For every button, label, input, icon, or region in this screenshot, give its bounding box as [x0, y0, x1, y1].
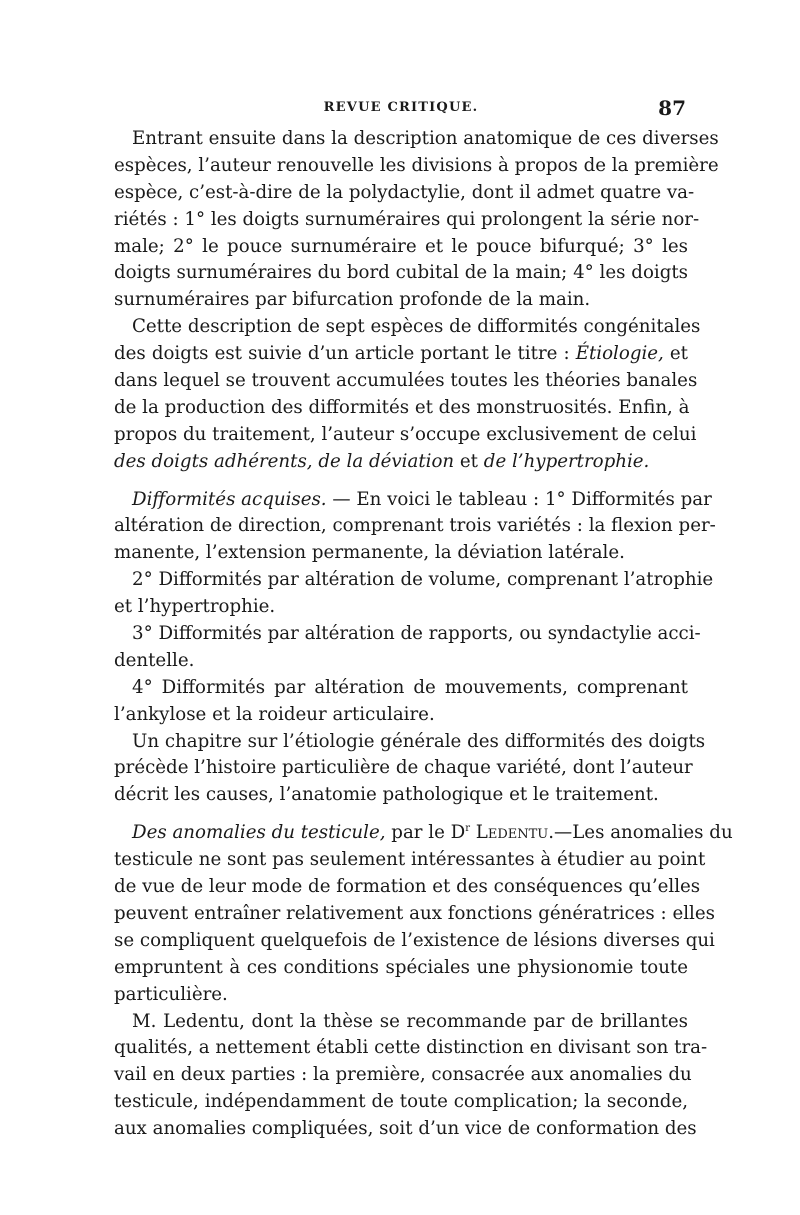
text-line: qualités, a nettement établi cette distinction en divisant son tra- [114, 1037, 708, 1059]
section-gap [114, 809, 688, 820]
paragraph [114, 1009, 708, 1143]
text-line: dentelle. [114, 649, 195, 671]
text-span: et [669, 343, 688, 365]
text-line: espèces, l’auteur renouvelle les divisions à propos de la première [114, 154, 719, 176]
text-line: doigts surnuméraires du bord cubital de la main; 4° les doigts [114, 262, 688, 284]
text-line: aux anomalies compliquées, soit d’un vice de conformation des [114, 1118, 697, 1140]
text-line [114, 820, 733, 847]
text-line: précède l’histoire particulière de chaque variété, dont l’auteur [114, 757, 693, 779]
section-heading: Des anomalies du testicule, [132, 822, 386, 844]
author-name: Ledentu [475, 822, 549, 844]
text-line: vail en deux parties : la première, consacrée aux anomalies du [114, 1064, 692, 1086]
text-line: l’ankylose et la roideur articulaire. [114, 703, 435, 725]
text-line: testicule, indépendamment de toute complication; la seconde, [114, 1091, 688, 1113]
paragraph [114, 820, 733, 1008]
text-line [114, 341, 688, 368]
text-line: M. Ledentu, dont la thèse se recommande par de brillantes [132, 1010, 688, 1032]
italic-title: Étiologie, [575, 343, 664, 365]
text-line: riétés : 1° les doigts surnuméraires qui prolongent la série nor- [114, 208, 700, 230]
italic-text: de la déviation [318, 450, 455, 472]
text-line: 2° Difformités par altération de volume, comprenant l’atrophie [132, 569, 714, 591]
text-line: Un chapitre sur l’étiologie générale des difformités des doigts [132, 730, 706, 752]
text-line [114, 449, 688, 476]
paragraph [114, 314, 701, 475]
text-line: 4° Difformités par altération de mouvements, comprenant [132, 676, 688, 698]
paragraph [114, 729, 706, 810]
text-line: testicule ne sont pas seulement intéressantes à étudier au point [114, 849, 706, 871]
text-line [114, 487, 712, 514]
text-span: .—Les anomalies du [548, 822, 733, 844]
text-line: altération de direction, comprenant trois variétés : la flexion per- [114, 515, 716, 537]
text-line: particulière. [114, 983, 228, 1005]
text-line: espèce, c’est-à-dire de la polydactylie, dont il admet quatre va- [114, 181, 695, 203]
text-line: surnuméraires par bifurcation profonde de la main. [114, 289, 591, 311]
text-line: empruntent à ces conditions spéciales une physionomie toute [114, 956, 688, 978]
running-title: REVUE CRITIQUE. [323, 100, 479, 115]
text-line: de vue de leur mode de formation et des conséquences qu’elles [114, 876, 701, 898]
paragraph [114, 567, 714, 621]
running-head [114, 96, 688, 126]
section-gap [114, 476, 688, 487]
paragraph [114, 621, 701, 675]
text-line: propos du traitement, l’auteur s’occupe exclusivement de celui [114, 423, 697, 445]
paragraph [114, 487, 716, 568]
text-line: se compliquent quelquefois de l’existence de lésions diverses qui [114, 929, 715, 951]
text-line: Entrant ensuite dans la description anatomique de ces diverses [132, 128, 719, 149]
text-line: manente, l’extension permanente, la déviation latérale. [114, 542, 625, 564]
text-line: dans lequel se trouvent accumulées toutes les théories banales [114, 370, 698, 392]
text-line: décrit les causes, l’anatomie pathologique et le traitement. [114, 784, 659, 806]
paragraph [114, 675, 688, 729]
text-line: peuvent entraîner relativement aux fonctions génératrices : elles [114, 902, 715, 924]
text-span: — En voici le tableau : 1° Difformités par [332, 488, 712, 510]
text-line: de la production des difformités et des monstruosités. Enfin, à [114, 396, 690, 418]
page-body [114, 126, 733, 1143]
italic-text: des doigts adhérents, [114, 450, 313, 472]
text-line: et l’hypertrophie. [114, 596, 276, 618]
text-line: 3° Difformités par altération de rapports, ou syndactylie acci- [132, 623, 701, 645]
text-span: par le D [391, 822, 466, 844]
paragraph [114, 126, 719, 314]
section-heading: Difformités acquises. [132, 488, 327, 510]
text-span: et [459, 450, 478, 472]
text-line: male; 2° le pouce surnuméraire et le pouce bifurqué; 3° les [114, 235, 688, 257]
text-span: des doigts est suivie d’un article portant le titre : [114, 343, 570, 365]
text-line: Cette description de sept espèces de difformités congénitales [132, 316, 701, 338]
italic-text: de l’hypertrophie. [483, 450, 650, 472]
superscript: r [465, 823, 470, 835]
page-number: 87 [658, 96, 686, 120]
